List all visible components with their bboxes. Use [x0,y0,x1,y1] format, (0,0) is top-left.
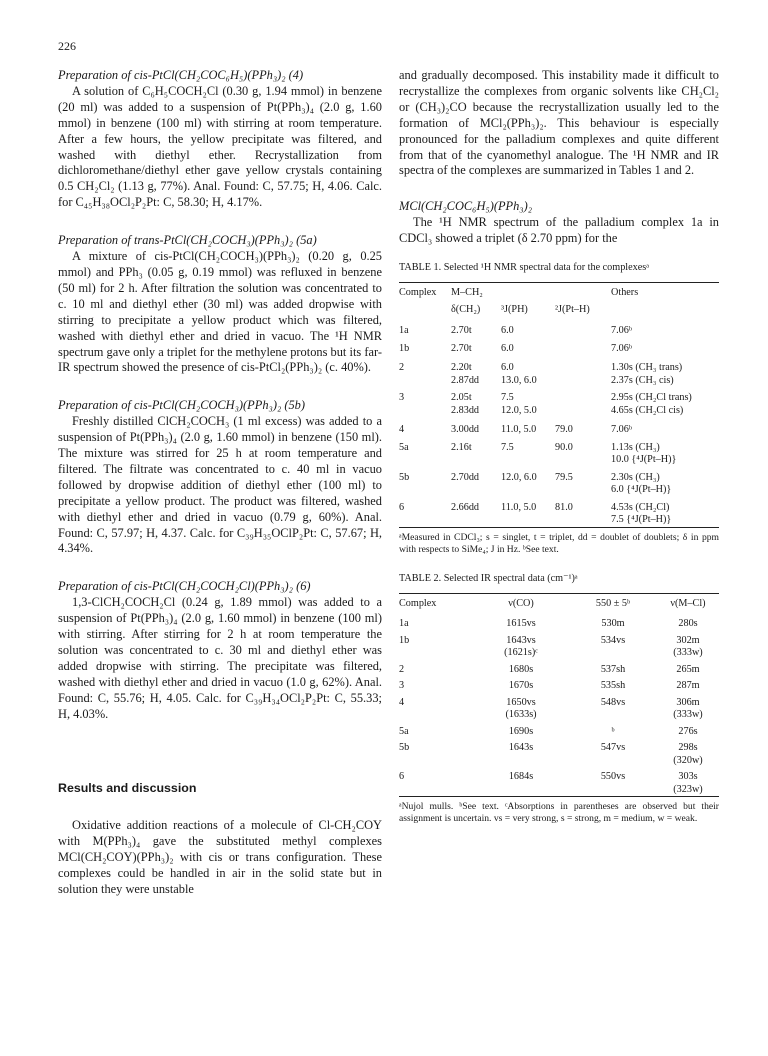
table1-cell-complex: 3 [399,392,405,404]
table2-cell-550: 548vs [600,696,626,708]
table1-cell-jpth [555,387,611,417]
table-row [399,467,719,497]
table-row [399,660,719,677]
table2-cell-vco: 1684s [508,771,534,783]
table1-cell-complex: 1b [399,342,410,354]
section-body: A mixture of cis-PtCl(CH₂COCH₃)(PPh₃)₂ (0.20 g, 0.25 mmol) and PPh₃ (0.05 g, 0.19 mmol) was refluxed in benzene (50 ml) for 2 h. After filtration the solution was concentrated to c. 10 ml and diethyl ether (30 ml) was added dropwise with stirring to precipitate a yellow product which was filtered, washed with diethyl ether and dried in vacuo. The ¹H NMR spectrum gave only a triplet for the methylene protons but its far-IR spectrum showed the presence of cis-PtCl₂(PPh₃)₂ (c. 40%). [58,249,382,375]
table2-cell-vmcl: 302m (333w) [673,634,703,659]
table-row [399,437,719,467]
table-row [399,614,719,631]
table-row [399,738,719,767]
section-body: 1,3-ClCH₂COCH₂Cl (0.24 g, 1.89 mmol) was added to a suspension of Pt(PPh₃)₄ (2.0 g, 1.60 mmol) in benzene (100 ml) with stirring. After stirring for 2 h at room temperature the solution was concentrated to c. 30 ml and diethyl ether was added dropwise with stirring. The precipitate was filtered, washed with diethyl ether and dried in vacuo (1.0 g, 62%). Anal. Found: C, 55.76; H, 4.05. Calc. for C₃₉H₃₄OCl₂P₂Pt: C, 55.33; H, 4.03%. [58,595,382,721]
continuation-text: and gradually decomposed. This instability made it difficult to recrystallize the complexes from organic solvents like CH₂Cl₂ or (CH₃)₂CO because the recrystallization usually led to the formation of MCl₂(PPh₃)₂. This behaviour is especially pronounced for the palladium complexes and quite different from that of the cyanomethyl analogue. The ¹H NMR and IR spectra of the complexes are summarized in Tables 1 and 2. [399,68,719,178]
table1-header-complex: Complex [399,287,437,299]
table2-cell-550: 535sh [600,680,626,692]
table1-cell-others: 1.30s (CH₃ trans) 2.37s (CH₃ cis) [611,362,683,386]
table2-footnote: ᵃNujol mulls. ᵇSee text. ᶜAbsorptions in parentheses are observed but their assignment is uncertain. vs = very strong, s = strong, m = medium, w = weak. [399,801,719,825]
table2-cell-vco: 1643vs (1621s)ᶜ [504,634,538,659]
results-body: Oxidative addition reactions of a molecule of Cl-CH₂COY with M(PPh₃)₄ gave the substituted methyl complexes MCl(CH₂COY)(PPh₃)₂ with cis or trans configuration. These complexes could be handled in air in the solid state but in solution they were unstable [58,818,382,897]
table1-cell-delta: 2.16t [451,441,472,453]
table1-subheader-delta: δ(CH₂) [451,303,481,315]
table1-cell-others: 1.13s (CH₃) 10.0 {⁴J(Pt–H)} [611,441,677,466]
table1-cell-jph: 7.5 [501,441,514,453]
subsection-body: The ¹H NMR spectrum of the palladium complex 1a in CDCl₃ showed a triplet (δ 2.70 ppm) for the [399,215,719,246]
table2-cell-vmcl: 276s [678,725,698,737]
table2-cell-complex: 1b [399,634,410,646]
table-row [399,320,719,338]
table1-cell-delta: 2.70t [451,325,472,337]
table-row [399,497,719,527]
table1-cell-jpth: 79.5 [555,471,573,483]
table1-cell-delta: 2.66dd [451,501,480,513]
subsection-heading: MCl(CH₂COC₆H₅)(PPh₃)₂ [399,199,533,214]
table1-cell-jph: 11.0, 5.0 [501,424,537,436]
table1-cell-others: 7.06ᵇ [611,325,632,337]
table2-cell-complex: 6 [399,771,405,783]
table2-cell-vmcl: 306m (333w) [673,696,703,721]
table1-cell-complex: 2 [399,362,405,374]
table2-cell-complex: 3 [399,680,405,692]
table2-cell-complex: 5b [399,742,410,754]
table1-cell-others: 4.53s (CH₂Cl) 7.5 {⁴J(Pt–H)} [611,501,672,526]
section-title: Preparation of trans-PtCl(CH₂COCH₃)(PPh₃)₂ (5a) [58,233,317,248]
table1-cell-delta: 2.70dd [451,471,480,483]
table2-header-complex: Complex [399,597,437,609]
table2-caption: TABLE 2. Selected IR spectral data (cm⁻¹)ᵃ [399,572,578,584]
table1-cell-jph: 11.0, 5.0 [501,501,537,513]
table2-cell-vmcl: 287m [676,680,700,692]
table-row [399,631,719,660]
table1-cell-others: 2.95s (CH₂Cl trans) 4.65s (CH₂Cl cis) [611,392,692,416]
table2-cell-550: ᵇ [611,725,615,737]
table1-cell-others: 7.06ᵇ [611,424,632,436]
table-row [399,419,719,437]
table1-cell-delta: 3.00dd [451,424,480,436]
table-row [399,693,719,722]
table1-cell-jph: 6.0 [501,325,514,337]
table2-header-550: 550 ± 5ᵇ [595,597,631,609]
table1-cell-complex: 1a [399,325,409,337]
section-prep-4 [58,68,382,211]
table2-cell-vco: 1670s [508,680,534,692]
table1-cell-others: 2.30s (CH₃) 6.0 {⁴J(Pt–H)} [611,471,672,496]
table1-cell-jpth: 81.0 [555,501,573,513]
section-title: Preparation of cis-PtCl(CH₂COC₆H₅)(PPh₃)₂ (4) [58,68,304,82]
table1-cell-jpth [555,357,611,387]
table2 [399,594,719,797]
table2-header-vmcl: ν(M–Cl) [670,597,706,609]
table2-cell-550: 534vs [600,634,626,646]
table1 [399,283,719,527]
table1-cell-complex: 5b [399,471,410,483]
table1-subheader-jpth: ²J(Pt–H) [555,303,590,315]
table1-cell-jph: 6.0 [501,342,514,354]
table1-cell-jpth [555,338,611,356]
table-row [399,387,719,417]
table1-cell-complex: 4 [399,424,405,436]
table1-cell-delta: 2.70t [451,342,472,354]
table1-cell-delta: 2.20t 2.87dd [451,362,480,386]
table1-subheader-jph: ³J(PH) [501,303,528,315]
table2-cell-vmcl: 280s [678,618,698,630]
page-number: 226 [58,39,76,53]
table2-cell-complex: 2 [399,663,405,675]
table2-cell-vco: 1680s [508,663,534,675]
table2-cell-550: 530m [601,618,625,630]
section-body: A solution of C₆H₅COCH₂Cl (0.30 g, 1.94 mmol) in benzene (20 ml) was added to a suspension of Pt(PPh₃)₄ (2.0 g, 1.60 mmol) in benzene (100 ml) with stirring at room temperature. After a few hours, the yellow precipitate was filtered, and washed with diethyl ether. Recrystallization from dichloromethane/diethyl ether gave yellow crystals containing 0.5 CH₂Cl₂ (1.13 g, 77%). Anal. Found: C, 57.75; H, 4.06. Calc. for C₄₅H₃₈OCl₂P₂Pt: C, 58.30; H, 4.17%. [58,83,382,210]
table-row [399,338,719,356]
table2-cell-vmcl: 303s (323w) [673,771,703,795]
table2-cell-550: 547vs [600,742,626,754]
table2-cell-complex: 1a [399,618,409,630]
table1-cell-jpth [555,320,611,338]
table1-header-others: Others [611,287,639,299]
table2-cell-complex: 5a [399,725,409,737]
table-row [399,767,719,796]
table1-header-mch2: M–CH₂ [451,287,483,299]
table1-cell-complex: 5a [399,441,409,453]
left-column [58,68,382,898]
table1-cell-jph: 7.5 12.0, 5.0 [501,392,537,416]
table1-cell-others: 7.06ᵇ [611,342,632,354]
table2-bottom-rule [399,796,719,797]
results-heading: Results and discussion [58,780,197,795]
table2-cell-vmcl: 298s (320w) [673,742,703,766]
section-title: Preparation of cis-PtCl(CH₂COCH₃)(PPh₃)₂ (5b) [58,398,306,413]
table2-cell-vmcl: 265m [676,663,700,675]
table1-caption: TABLE 1. Selected ¹H NMR spectral data for the complexesᵃ [399,262,650,274]
table2-header-vco: ν(CO) [508,597,534,609]
section-title: Preparation of cis-PtCl(CH₂COCH₂Cl)(PPh₃)₂ (6) [58,579,311,594]
table2-cell-vco: 1650vs (1633s) [505,696,537,721]
table2-cell-vco: 1643s [508,742,534,754]
table2-cell-vco: 1615vs [506,618,536,630]
table1-cell-jpth: 79.0 [555,424,573,436]
table-row [399,722,719,739]
section-prep-6 [58,579,382,722]
table2-cell-vco: 1690s [508,725,534,737]
table1-cell-jpth: 90.0 [555,441,573,453]
table2-cell-550: 537sh [600,663,626,675]
table1-cell-delta: 2.05t 2.83dd [451,392,480,416]
section-prep-5a [58,233,382,376]
table-row [399,357,719,387]
section-body: Freshly distilled ClCH₂COCH₃ (1 ml excess) was added to a suspension of Pt(PPh₃)₄ (2.0 g, 1.60 mmol) in benzene (150 ml). The mixture was stirred for 25 h at room temperature and filtered. The filtrate was concentrated to c. 40 ml in vacuo followed by dropwise addition of diethyl ether (100 ml) to precipitate a yellow product. The product was filtered, washed with diethyl ether and dried in vacuo (0.79 g, 60%). Anal. Found: C, 57.97; H, 4.37. Calc. for C₃₉H₃₅OClP₂Pt: C, 57.67; H, 4.34%. [58,414,382,556]
table-row [399,676,719,693]
table1-cell-jph: 12.0, 6.0 [501,471,537,483]
table2-cell-complex: 4 [399,696,405,708]
table1-bottom-rule [399,527,719,528]
table2-cell-550: 550vs [600,771,626,783]
section-prep-5b [58,398,382,557]
table1-footnote: ᵃMeasured in CDCl₃; s = singlet, t = triplet, dd = doublet of doublets; δ in ppm with respects to SiMe₄; J in Hz. ᵇSee text. [399,531,719,555]
results-section [58,781,382,898]
right-column [399,68,719,825]
table1-cell-complex: 6 [399,501,405,513]
table1-cell-jph: 6.0 13.0, 6.0 [501,362,537,386]
